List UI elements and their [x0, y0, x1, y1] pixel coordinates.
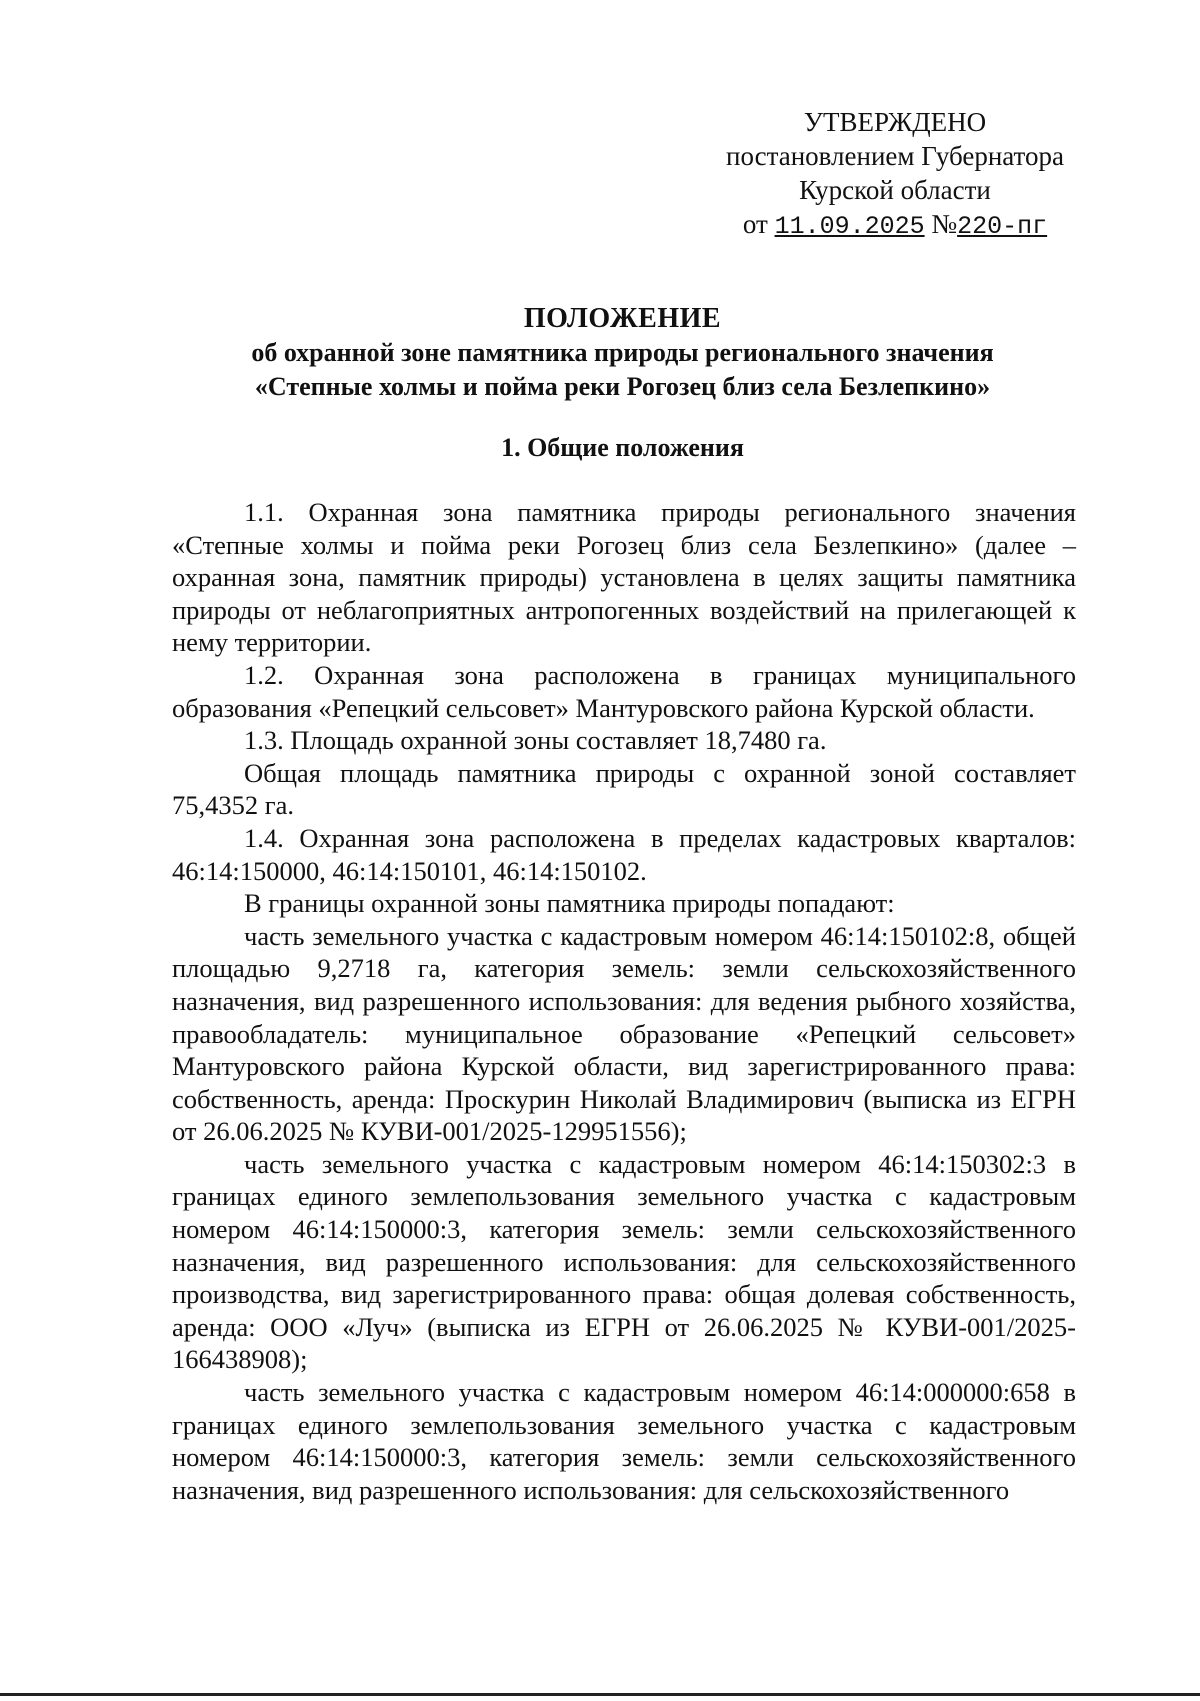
approval-stamp [700, 105, 1090, 244]
title-main: ПОЛОЖЕНИЕ [523, 303, 722, 334]
document-body [172, 496, 1076, 1506]
paragraph-plot-3: часть земельного участка с кадастровым номером 46:14:000000:658 в границах единого землепользования земельного участка с кадастровым номером 46:14:150000:3, категория земель: земли сельскохозяйственного назначения, вид разрешенного использования: для сельскохозяйственного [172, 1377, 1076, 1505]
paragraph-1-4: 1.4. Охранная зона расположена в пределах кадастровых кварталов: 46:14:150000, 46:14:150101, 46:14:150102. [172, 822, 1076, 886]
approval-number: 220-пг [957, 212, 1048, 241]
paragraph-1-1: 1.1. Охранная зона памятника природы регионального значения «Степные холмы и пойма реки Рогозец близ села Безлепкино» (далее – охранная зона, памятник природы) установлена в целях защиты памятника природы от неблагоприятных антропогенных воздействий на прилегающей к нему территории. [172, 497, 1076, 658]
page-bottom-edge [0, 1693, 1200, 1696]
paragraph-1-2: 1.2. Охранная зона расположена в границах муниципального образования «Репецкий сельсовет» Мантуровского района Курской области. [172, 659, 1076, 723]
approval-issuer: постановлением Губернатора [726, 141, 1064, 171]
approval-date: 11.09.2025 [774, 212, 925, 241]
approval-date-number [700, 207, 1090, 244]
date-prefix: от [742, 209, 768, 239]
paragraph-total-area: Общая площадь памятника природы с охранной зоной составляет 75,4352 га. [172, 757, 1076, 821]
title-line-1: об охранной зоне памятника природы регионального значения [251, 338, 994, 367]
paragraph-plot-1: часть земельного участка с кадастровым номером 46:14:150102:8, общей площадью 9,2718 га, категория земель: земли сельскохозяйственного назначения, вид разрешенного использования: для ведения рыбного хозяйства, правообладатель: муниципальное образование «Репецкий сельсовет» Мантуровского района Курской области, вид зарегистрированного права: собственность, аренда: Проскурин Николай Владимирович (выписка из ЕГРН от 26.06.2025 № КУВИ-001/2025-129951556); [172, 920, 1076, 1147]
paragraph-1-3: 1.3. Площадь охранной зоны составляет 18,7480 га. [244, 725, 827, 756]
number-prefix: № [931, 209, 958, 239]
paragraph-plot-2: часть земельного участка с кадастровым номером 46:14:150302:3 в границах единого землепользования земельного участка с кадастровым номером 46:14:150000:3, категория земель: земли сельскохозяйственного назначения, вид разрешенного использования: для сельскохозяйственного производства, вид зарегистрированного права: общая долевая собственность, аренда: ООО «Луч» (выписка из ЕГРН от 26.06.2025 № КУВИ-001/2025-166438908); [172, 1148, 1076, 1375]
title-line-2: «Степные холмы и пойма реки Рогозец близ села Безлепкино» [254, 372, 991, 401]
approval-heading: УТВЕРЖДЕНО [803, 107, 987, 137]
section-heading: 1. Общие положения [501, 433, 744, 462]
paragraph-boundaries-intro: В границы охранной зоны памятника природы попадают: [244, 888, 895, 919]
approval-region: Курской области [799, 175, 991, 205]
document-title [170, 302, 1075, 404]
